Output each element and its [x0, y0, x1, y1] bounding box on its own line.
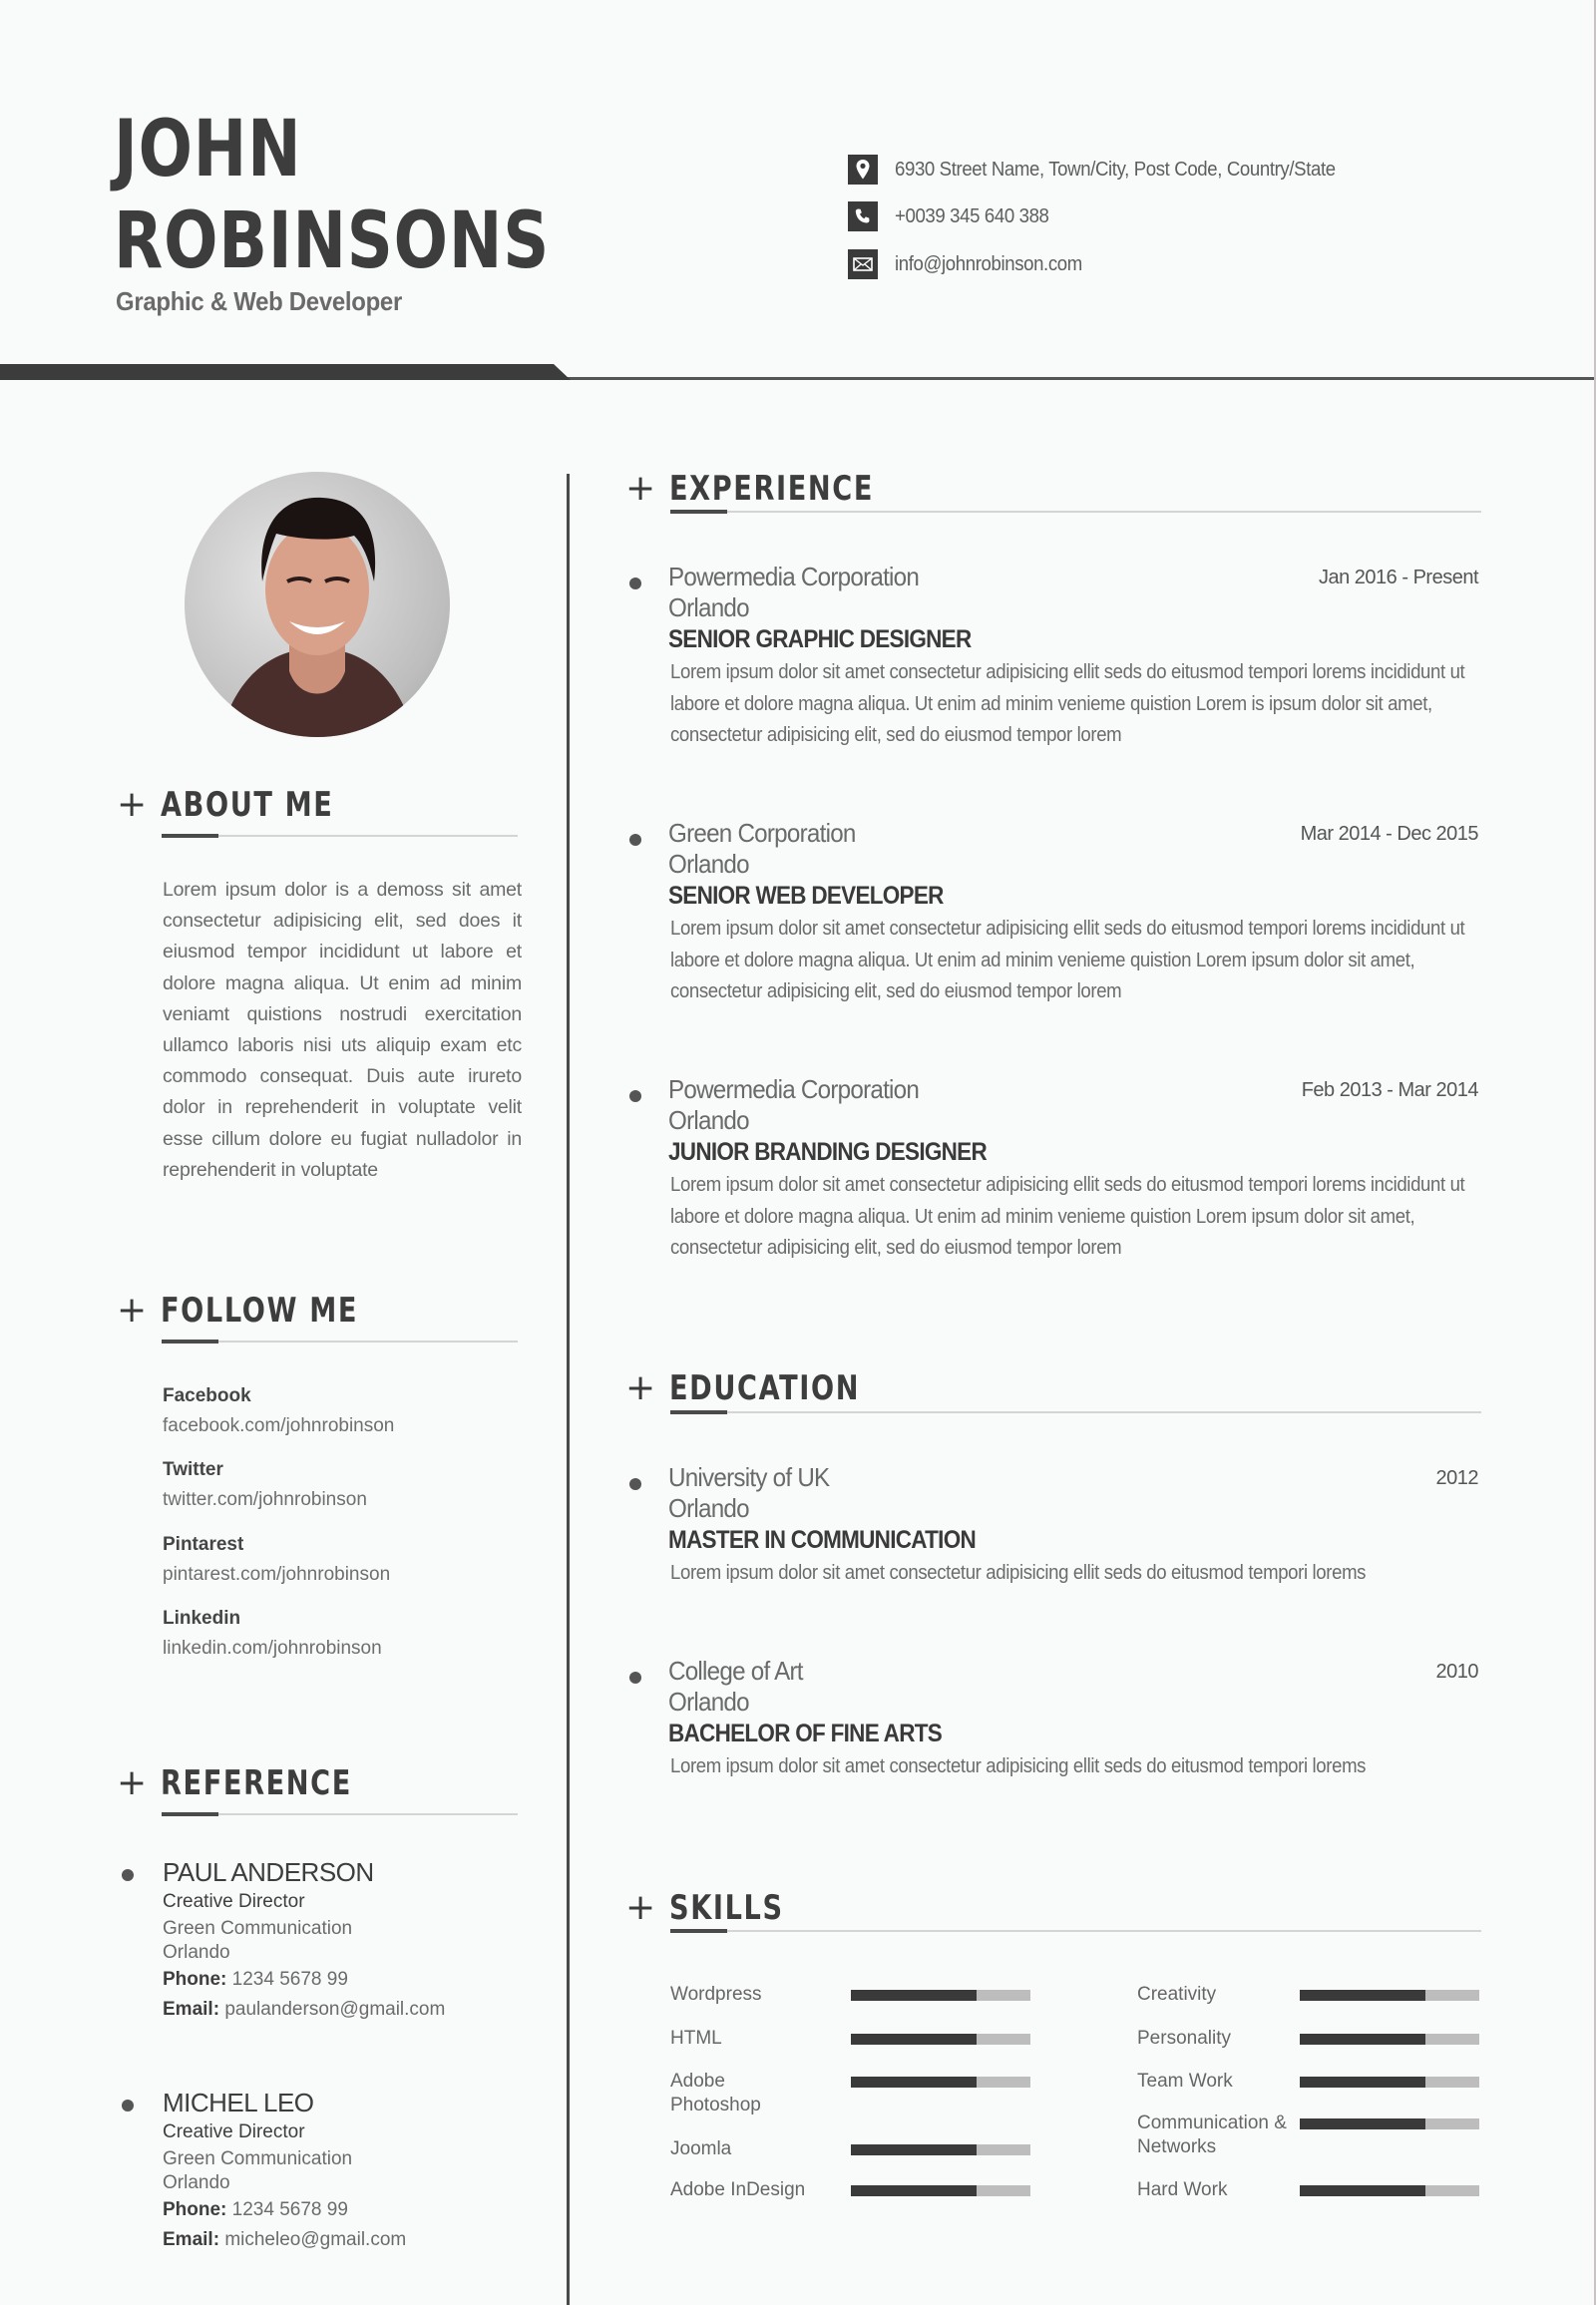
- about-text: Lorem ipsum dolor is a demoss sit amet consectetur adipisicing elit, sed does it eiusmod tempor incididunt ut labore et dolore magna aliqua. Ut enim ad minim veniamt quistions nostrudi exercitation ullamco laboris nisi uts aliquip exam etc commodo consequat. Duis aute irureto dolor in reprehenderit in voluptate velit esse cillum dolore eu fugiat nulladolor in reprehenderit in voluptate: [163, 879, 522, 1181]
- header-divider-bar: [0, 364, 571, 380]
- experience-title: JUNIOR BRANDING DESIGNER: [668, 1138, 988, 1166]
- experience-description: Lorem ipsum dolor sit amet consectetur adipisicing ellit seds do eitusmod tempori lorems incididunt ut labore et dolore magna aliqua. Ut enim ad minim venieme quistion Lorem ipsum dolor sit amet, consectetur adipisicing elit, sed do eiusmod tempor lorem: [670, 918, 1465, 1002]
- bullet-icon: [629, 1478, 641, 1490]
- about-section-header: [117, 785, 518, 845]
- skill-bar: [851, 2034, 1030, 2045]
- skill-bar-fill: [1300, 2034, 1425, 2045]
- plus-icon: +: [625, 468, 656, 509]
- plus-icon: +: [117, 1290, 148, 1331]
- education-degree: MASTER IN COMMUNICATION: [668, 1526, 977, 1554]
- experience-date: Mar 2014 - Dec 2015: [1300, 823, 1478, 845]
- section-underline-accent: [670, 1929, 727, 1933]
- email-label: Email:: [163, 1999, 220, 2020]
- skill-bar: [851, 2077, 1030, 2088]
- skill-bar: [1300, 1990, 1479, 2001]
- skill-bar-fill: [851, 2185, 977, 2196]
- section-underline: [670, 1930, 1481, 1932]
- skill-bar-fill: [1300, 2118, 1425, 2129]
- skills-title: SKILLS: [669, 1888, 784, 1928]
- education-degree: BACHELOR OF FINE ARTS: [668, 1720, 943, 1747]
- social-link[interactable]: twitter.com/johnrobinson: [163, 1489, 367, 1510]
- phone-value: 1234 5678 99: [231, 1969, 348, 1990]
- section-underline: [670, 511, 1481, 513]
- plus-icon: +: [117, 784, 148, 825]
- bullet-icon: [629, 1090, 641, 1102]
- contact-email: [848, 249, 1096, 279]
- section-underline-accent: [162, 1812, 218, 1816]
- phone-label: Phone:: [163, 1969, 227, 1990]
- skill-bar-fill: [851, 2144, 977, 2155]
- bullet-icon: [629, 1672, 641, 1684]
- social-label: Facebook: [163, 1385, 251, 1406]
- skill-bar-fill: [851, 2034, 977, 2045]
- skill-bar-fill: [1300, 1990, 1425, 2001]
- experience-title: SENIOR GRAPHIC DESIGNER: [668, 625, 972, 653]
- social-label: Twitter: [163, 1459, 223, 1480]
- experience-description: Lorem ipsum dolor sit amet consectetur adipisicing ellit seds do eitusmod tempori lorems incididunt ut labore et dolore magna aliqua. Ut enim ad minim venieme quistion Lorem is ipsum dolor sit amet, consectetur adipisicing elit, sed do eiusmod tempor lorem: [670, 661, 1465, 746]
- social-link[interactable]: linkedin.com/johnrobinson: [163, 1638, 382, 1659]
- education-year: 2010: [1435, 1661, 1478, 1683]
- skill-bar: [851, 2185, 1030, 2196]
- experience-city: Orlando: [668, 592, 749, 622]
- job-role: Graphic & Web Developer: [116, 286, 402, 316]
- education-school: University of UK: [668, 1462, 830, 1492]
- skill-label: Wordpress: [670, 1984, 762, 2005]
- first-name: JOHN: [114, 105, 302, 194]
- follow-title: FOLLOW ME: [161, 1291, 359, 1331]
- phone-value: 1234 5678 99: [231, 2199, 348, 2220]
- section-underline-accent: [162, 834, 218, 838]
- skill-bar-fill: [1300, 2077, 1425, 2088]
- education-section-header: [625, 1368, 1481, 1428]
- phone-label: Phone:: [163, 2199, 227, 2220]
- social-link[interactable]: pintarest.com/johnrobinson: [163, 1564, 391, 1585]
- experience-description: Lorem ipsum dolor sit amet consectetur adipisicing ellit seds do eitusmod tempori lorems incididunt ut labore et dolore magna aliqua. Ut enim ad minim venieme quistion Lorem ipsum dolor sit amet, consectetur adipisicing elit, sed do eiusmod tempor lorem: [670, 1174, 1465, 1259]
- education-school: College of Art: [668, 1656, 803, 1686]
- experience-city: Orlando: [668, 849, 749, 879]
- social-linkedin[interactable]: [163, 1604, 382, 1664]
- reference-city: Orlando: [163, 1942, 230, 1963]
- experience-section-header: [625, 469, 1481, 529]
- reference-phone: [163, 1969, 348, 1991]
- contact-address-text: 6930 Street Name, Town/City, Post Code, Country/State: [895, 158, 1336, 181]
- plus-icon: +: [117, 1762, 148, 1803]
- skill-bar: [851, 1990, 1030, 2001]
- section-underline-accent: [670, 1410, 727, 1414]
- skill-bar: [1300, 2034, 1479, 2045]
- skill-label: Communication & Networks: [1137, 2113, 1287, 2157]
- education-description: Lorem ipsum dolor sit amet consectetur adipisicing ellit seds do eitusmod tempori lorems: [670, 1755, 1367, 1777]
- about-title: ABOUT ME: [161, 785, 334, 825]
- skill-label: Team Work: [1137, 2071, 1233, 2092]
- experience-city: Orlando: [668, 1105, 749, 1135]
- bullet-icon: [629, 834, 641, 846]
- profile-photo: [185, 472, 450, 737]
- skill-bar-fill: [1300, 2185, 1425, 2196]
- reference-role: Creative Director: [163, 2121, 305, 2142]
- reference-city: Orlando: [163, 2172, 230, 2193]
- envelope-icon: [848, 249, 878, 279]
- reference-company: Green Communication: [163, 2148, 353, 2169]
- reference-role: Creative Director: [163, 1891, 305, 1912]
- plus-icon: +: [625, 1367, 656, 1408]
- social-label: Pintarest: [163, 1534, 244, 1555]
- reference-phone: [163, 2199, 348, 2221]
- reference-email: [163, 2229, 406, 2251]
- experience-date: Feb 2013 - Mar 2014: [1301, 1079, 1478, 1101]
- skill-label: Adobe InDesign: [670, 2179, 806, 2200]
- full-name: [114, 104, 550, 287]
- experience-company: Powermedia Corporation: [668, 562, 920, 591]
- education-year: 2012: [1435, 1467, 1478, 1489]
- skill-label: Personality: [1137, 2028, 1231, 2049]
- skill-bar: [851, 2144, 1030, 2155]
- map-pin-icon: [848, 155, 878, 185]
- bullet-icon: [122, 2100, 134, 2112]
- email-value[interactable]: micheleo@gmail.com: [224, 2229, 407, 2250]
- reference-email: [163, 1999, 445, 2021]
- experience-title: SENIOR WEB DEVELOPER: [668, 882, 944, 910]
- skill-label: Creativity: [1137, 1984, 1217, 2005]
- skills-section-header: [625, 1888, 1481, 1948]
- section-underline-accent: [162, 1340, 218, 1344]
- reference-name: PAUL ANDERSON: [163, 1857, 374, 1887]
- bullet-icon: [629, 577, 641, 589]
- reference-name: MICHEL LEO: [163, 2088, 314, 2117]
- experience-date: Jan 2016 - Present: [1319, 567, 1478, 588]
- skill-label: Adobe Photoshop: [670, 2071, 761, 2115]
- bullet-icon: [122, 1869, 134, 1881]
- contact-address: [848, 155, 1369, 185]
- section-underline-accent: [670, 510, 727, 514]
- social-facebook[interactable]: [163, 1381, 394, 1441]
- reference-title: REFERENCE: [161, 1763, 352, 1803]
- education-description: Lorem ipsum dolor sit amet consectetur adipisicing ellit seds do eitusmod tempori lorems: [670, 1562, 1367, 1584]
- experience-company: Green Corporation: [668, 818, 856, 848]
- contact-phone-text: +0039 345 640 388: [895, 204, 1049, 227]
- email-label: Email:: [163, 2229, 220, 2250]
- section-underline: [670, 1411, 1481, 1413]
- education-title: EDUCATION: [669, 1368, 861, 1408]
- column-divider: [567, 474, 570, 2305]
- skill-label: Joomla: [670, 2138, 732, 2159]
- social-pinterest[interactable]: [163, 1530, 390, 1590]
- reference-company: Green Communication: [163, 1918, 353, 1939]
- last-name: ROBINSONS: [114, 196, 551, 286]
- skill-label: Hard Work: [1137, 2179, 1228, 2200]
- skill-bar: [1300, 2077, 1479, 2088]
- experience-title: EXPERIENCE: [669, 469, 875, 509]
- avatar-illustration: [185, 472, 450, 737]
- social-twitter[interactable]: [163, 1455, 367, 1515]
- plus-icon: +: [625, 1887, 656, 1928]
- contact-phone: [848, 201, 1060, 231]
- skill-bar: [1300, 2185, 1479, 2196]
- social-label: Linkedin: [163, 1608, 241, 1629]
- experience-company: Powermedia Corporation: [668, 1074, 920, 1104]
- skill-bar-fill: [851, 1990, 977, 2001]
- email-value[interactable]: paulanderson@gmail.com: [224, 1999, 446, 2020]
- skill-bar: [1300, 2118, 1479, 2129]
- skill-bar-fill: [851, 2077, 977, 2088]
- social-link[interactable]: facebook.com/johnrobinson: [163, 1415, 395, 1436]
- education-city: Orlando: [668, 1687, 749, 1717]
- follow-section-header: [117, 1291, 518, 1350]
- skill-label: HTML: [670, 2028, 722, 2049]
- phone-icon: [848, 201, 878, 231]
- reference-section-header: [117, 1763, 518, 1823]
- contact-email-text: info@johnrobinson.com: [895, 252, 1082, 275]
- education-city: Orlando: [668, 1493, 749, 1523]
